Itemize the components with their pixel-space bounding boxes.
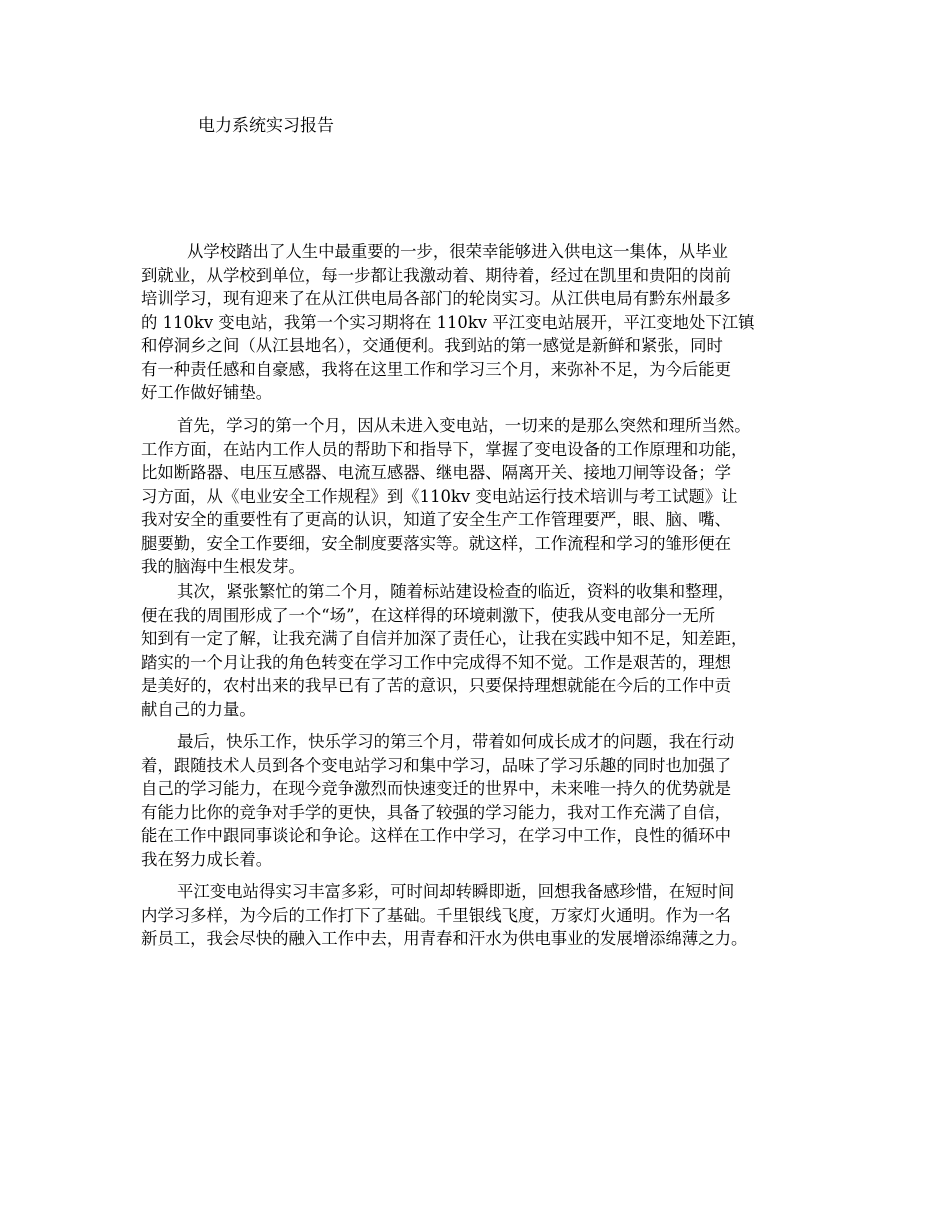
paragraph-4 [141, 730, 821, 871]
paragraph-line: 首先，学习的第一个月，因从未进入变电站，一切来的是那么突然和理所当然。 [177, 416, 751, 435]
paragraph-line: 工作方面，在站内工作人员的帮助下和指导下，掌握了变电设备的工作原理和功能， [141, 439, 748, 459]
paragraph-line: 能在工作中跟同事谈论和争论。这样在工作中学习，在学习中工作，良性的循环中 [141, 826, 732, 845]
paragraph-line: 腿要勤，安全工作要细，安全制度要落实等。就这样，工作流程和学习的雏形便在 [141, 533, 732, 553]
paragraph-line: 和停洞乡之间（从江县地名），交通便利。我到站的第一感觉是新鲜和紧张，同时 [141, 336, 723, 355]
paragraph-line: 新员工，我会尽快的融入工作中去，用青春和汗水为供电事业的发展增添绵薄之力。 [141, 929, 748, 948]
paragraph-line: 着，跟随技术人员到各个变电站学习和集中学习，品味了学习乐趣的同时也加强了 [141, 755, 732, 775]
paragraph-3 [141, 580, 821, 721]
paragraph-line: 便在我的周围形成了一个“场”，在这样得的环境刺激下，使我从变电部分一无所 [141, 605, 716, 625]
paragraph-line: 踏实的一个月让我的角色转变在学习工作中完成得不知不觉。工作是艰苦的，理想 [141, 652, 732, 672]
paragraph-line: 从学校踏出了人生中最重要的一步，很荣幸能够进入供电这一集体，从毕业 [187, 242, 728, 261]
paragraph-5 [141, 880, 821, 951]
paragraph-line: 的 110kv 变电站，我第一个实习期将在 110kv 平江变电站展开，平江变地处下江镇 [141, 312, 755, 332]
paragraph-1 [141, 240, 821, 405]
paragraph-line: 我对安全的重要性有了更高的认识，知道了安全生产工作管理要严，眼、脑、嘴、 [141, 510, 732, 529]
paragraph-line: 我的脑海中生根发芽。 [141, 557, 305, 576]
paragraph-line: 知到有一定了解，让我充满了自信并加深了责任心，让我在实践中知不足，知差距， [141, 629, 748, 648]
paragraph-line: 自己的学习能力，在现今竞争激烈而快速变迁的世界中，未来唯一持久的优势就是 [141, 779, 732, 798]
paragraph-line: 最后，快乐工作，快乐学习的第三个月，带着如何成长成才的问题，我在行动 [177, 732, 735, 751]
paragraph-line: 内学习多样，为今后的工作打下了基础。千里银线飞度，万家灯火通明。作为一名 [141, 905, 732, 925]
paragraph-line: 平江变电站得实习丰富多彩，可时间却转瞬即逝，回想我备感珍惜，在短时间 [177, 882, 735, 901]
paragraph-line: 是美好的，农村出来的我早已有了苦的意识，只要保持理想就能在今后的工作中贡 [141, 676, 732, 695]
paragraph-line: 到就业，从学校到单位，每一步都让我激动着、期待着，经过在凯里和贵阳的岗前 [141, 265, 732, 285]
paragraph-line: 有一种责任感和自豪感，我将在这里工作和学习三个月，来弥补不足，为今后能更 [141, 359, 732, 379]
paragraph-line: 其次，紧张繁忙的第二个月，随着标站建设检查的临近，资料的收集和整理， [177, 582, 735, 601]
paragraph-line: 我在努力成长着。 [141, 849, 273, 869]
paragraph-line: 培训学习，现有迎来了在从江供电局各部门的轮岗实习。从江供电局有黔东州最多 [141, 289, 732, 308]
paragraph-line: 习方面，从《电业安全工作规程》到《110kv 变电站运行技术培训与考工试题》让 [141, 486, 738, 506]
paragraph-line: 有能力比你的竞争对手学的更快，具备了较强的学习能力，我对工作充满了自信， [141, 802, 732, 822]
document-title: 电力系统实习报告 [198, 116, 334, 136]
paragraph-line: 献自己的力量。 [141, 699, 256, 719]
paragraph-line: 比如断路器、电压互感器、电流互感器、继电器、隔离开关、接地刀闸等设备；学 [141, 463, 732, 482]
paragraph-line: 好工作做好铺垫。 [141, 383, 273, 402]
paragraph-2 [141, 414, 821, 579]
